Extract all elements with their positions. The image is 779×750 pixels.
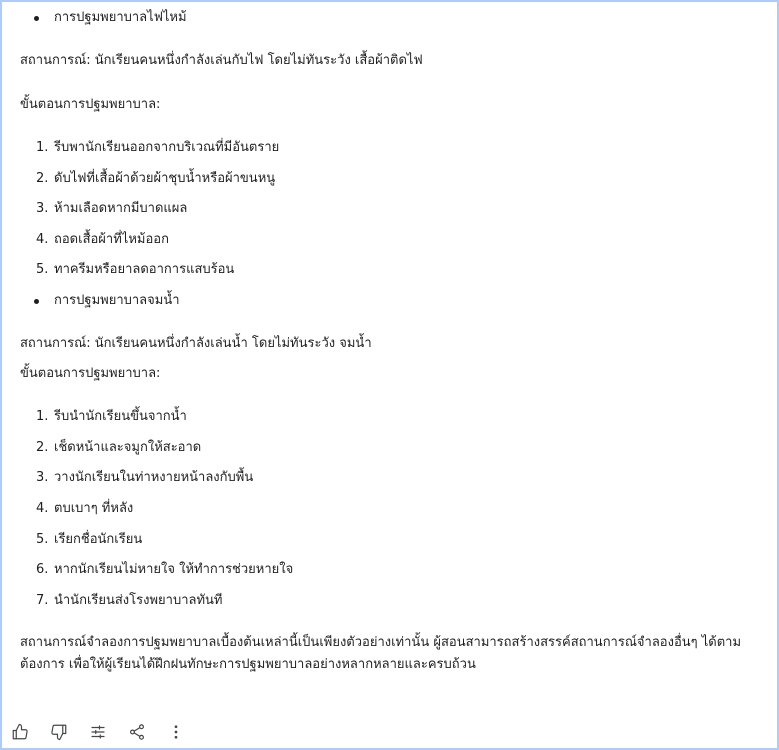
list-item <box>36 199 187 219</box>
thumb-up-button[interactable] <box>10 722 30 742</box>
list-number: 3. <box>36 470 49 485</box>
list-text: ห้ามเลือดหากมีบาดแผล <box>54 201 188 216</box>
drowning-steps-heading: ขั้นตอนการปฐมพยาบาล: <box>20 366 161 381</box>
thumb-down-button[interactable] <box>49 722 69 742</box>
list-number: 2. <box>36 440 49 455</box>
share-icon <box>128 723 146 741</box>
list-number: 5. <box>36 262 49 277</box>
modify-response-button[interactable] <box>88 722 108 742</box>
list-item <box>36 230 169 250</box>
list-item <box>36 169 275 189</box>
fire-steps-heading: ขั้นตอนการปฐมพยาบาล: <box>20 97 161 112</box>
thumb-down-icon <box>50 723 68 741</box>
list-number: 5. <box>36 532 49 547</box>
list-text: รีบนำนักเรียนขึ้นจากน้ำ <box>54 409 187 424</box>
list-item <box>36 138 279 158</box>
list-item <box>36 407 187 427</box>
tune-icon <box>89 723 107 741</box>
list-number: 7. <box>36 593 49 608</box>
bullet-fire-label: การปฐมพยาบาลไฟไหม้ <box>54 10 187 25</box>
bullet-drowning-label: การปฐมพยาบาลจมน้ำ <box>54 293 180 308</box>
list-number: 1. <box>36 409 49 424</box>
list-item <box>36 560 293 580</box>
more-vert-icon <box>167 723 185 741</box>
drowning-scenario-text: สถานการณ์: นักเรียนคนหนึ่งกำลังเล่นน้ำ โดยไม่ทันระวัง จมน้ำ <box>20 336 372 351</box>
list-item <box>36 499 133 519</box>
list-item <box>36 438 201 458</box>
list-text: วางนักเรียนในท่าหงายหน้าลงกับพื้น <box>54 470 254 485</box>
list-text: เช็ดหน้าและจมูกให้สะอาด <box>54 440 202 455</box>
list-number: 2. <box>36 171 49 186</box>
list-item <box>36 591 223 611</box>
share-button[interactable] <box>127 722 147 742</box>
list-number: 4. <box>36 232 49 247</box>
list-number: 3. <box>36 201 49 216</box>
bullet-marker <box>34 16 39 21</box>
list-number: 6. <box>36 562 49 577</box>
list-text: เรียกชื่อนักเรียน <box>54 532 143 547</box>
bullet-marker <box>34 299 39 304</box>
list-text: ทาครีมหรือยาลดอาการแสบร้อน <box>54 262 235 277</box>
list-item <box>36 260 234 280</box>
list-item <box>36 468 253 488</box>
fire-scenario-text: สถานการณ์: นักเรียนคนหนึ่งกำลังเล่นกับไฟ โดยไม่ทันระวัง เสื้อผ้าติดไฟ <box>20 53 423 68</box>
list-text: ตบเบาๆ ที่หลัง <box>54 501 134 516</box>
list-text: นำนักเรียนส่งโรงพยาบาลทันที <box>54 593 223 608</box>
more-options-button[interactable] <box>166 722 186 742</box>
list-text: หากนักเรียนไม่หายใจ ให้ทำการช่วยหายใจ <box>54 562 294 577</box>
list-number: 1. <box>36 140 49 155</box>
response-actions-toolbar <box>10 720 205 744</box>
thumb-up-icon <box>11 723 29 741</box>
list-text: ดับไฟที่เสื้อผ้าด้วยผ้าชุบน้ำหรือผ้าขนหนู <box>54 171 276 186</box>
list-item <box>36 530 142 550</box>
list-text: รีบพานักเรียนออกจากบริเวณที่มีอันตราย <box>54 140 280 155</box>
list-text: ถอดเสื้อผ้าที่ไหม้ออก <box>54 232 169 247</box>
conclusion-paragraph: สถานการณ์จำลองการปฐมพยาบาลเบื้องต้นเหล่านี้เป็นเพียงตัวอย่างเท่านั้น ผู้สอนสามารถสร้างสรรค์สถานการณ์จำลองอื่นๆ ได้ตามต้องการ เพื่อให้ผู้เรียนได้ฝึกฝนทักษะการปฐมพยาบาลอย่างหลากหลายและครบถ้วน <box>20 635 742 672</box>
list-number: 4. <box>36 501 49 516</box>
